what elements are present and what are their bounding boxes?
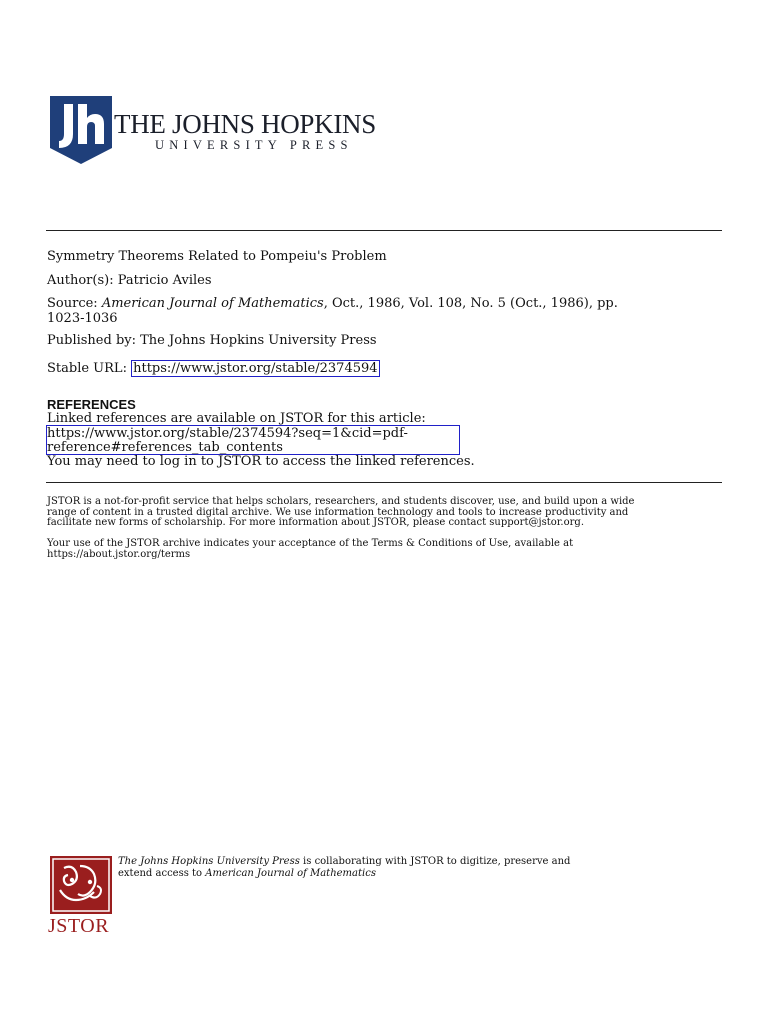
collab-text: is collaborating with JSTOR to digitize, preserve and: [299, 856, 571, 867]
journal-italic: American Journal of Mathematics: [205, 867, 376, 879]
authors-value: Patricio Aviles: [117, 273, 212, 288]
source-details: , Oct., 1986, Vol. 108, No. 5 (Oct., 1986), pp.: [323, 296, 618, 311]
press-subtitle: UNIVERSITY PRESS: [155, 138, 353, 152]
terms-notice-line: Your use of the JSTOR archive indicates your acceptance of the Terms & Conditions of Use, available at: [47, 538, 574, 549]
jstor-logo-icon: [50, 856, 112, 914]
jstor-notice-line: range of content in a trusted digital archive. We use information technology and tools to increase productivity and: [47, 506, 629, 518]
terms-url[interactable]: https://about.jstor.org/terms: [47, 548, 191, 560]
terms-notice: [47, 539, 727, 560]
authors-label: Author(s):: [47, 273, 114, 288]
top-divider: [46, 230, 722, 231]
source-journal: American Journal of Mathematics: [101, 296, 324, 311]
references-intro: Linked references are available on JSTOR for this article:: [47, 411, 426, 426]
authors-line: [47, 273, 212, 289]
mid-divider: [46, 482, 722, 483]
stable-url-label: Stable URL:: [47, 361, 127, 376]
press-italic: The Johns Hopkins University Press: [118, 856, 300, 867]
article-title: Symmetry Theorems Related to Pompeiu's Problem: [47, 249, 387, 264]
references-heading: REFERENCES: [47, 397, 136, 412]
stable-url-line: [47, 361, 380, 377]
references-login-note: You may need to log in to JSTOR to access the linked references.: [47, 454, 475, 469]
publisher-line: [47, 333, 377, 349]
jstor-wordmark: JSTOR: [48, 915, 110, 937]
stable-url-link[interactable]: https://www.jstor.org/stable/2374594: [133, 361, 378, 376]
publisher-label: Published by:: [47, 333, 136, 348]
jstor-notice: [47, 497, 727, 529]
jstor-notice-line: facilitate new forms of scholarship. For more information about JSTOR, please contact support@jstor.org.: [47, 517, 584, 529]
press-name: THE JOHNS HOPKINS: [114, 109, 376, 139]
source-line: [47, 296, 618, 312]
collab-line-1: [118, 856, 678, 868]
publisher-value: The Johns Hopkins University Press: [140, 333, 377, 348]
source-pages: 1023-1036: [47, 311, 118, 326]
collaboration-note: [118, 856, 678, 879]
references-link-part2[interactable]: reference#references_tab_contents: [47, 440, 283, 455]
jstor-notice-line: JSTOR is a not-for-profit service that helps scholars, researchers, and students discover, use, and build upon a wide: [47, 496, 635, 507]
references-link-part1[interactable]: https://www.jstor.org/stable/2374594?seq=1&cid=pdf-: [47, 426, 408, 441]
collab-prefix: extend access to: [118, 867, 206, 879]
jhu-press-logo-icon: [50, 96, 112, 164]
source-label: Source:: [47, 296, 98, 311]
collab-line-2: [118, 868, 678, 880]
